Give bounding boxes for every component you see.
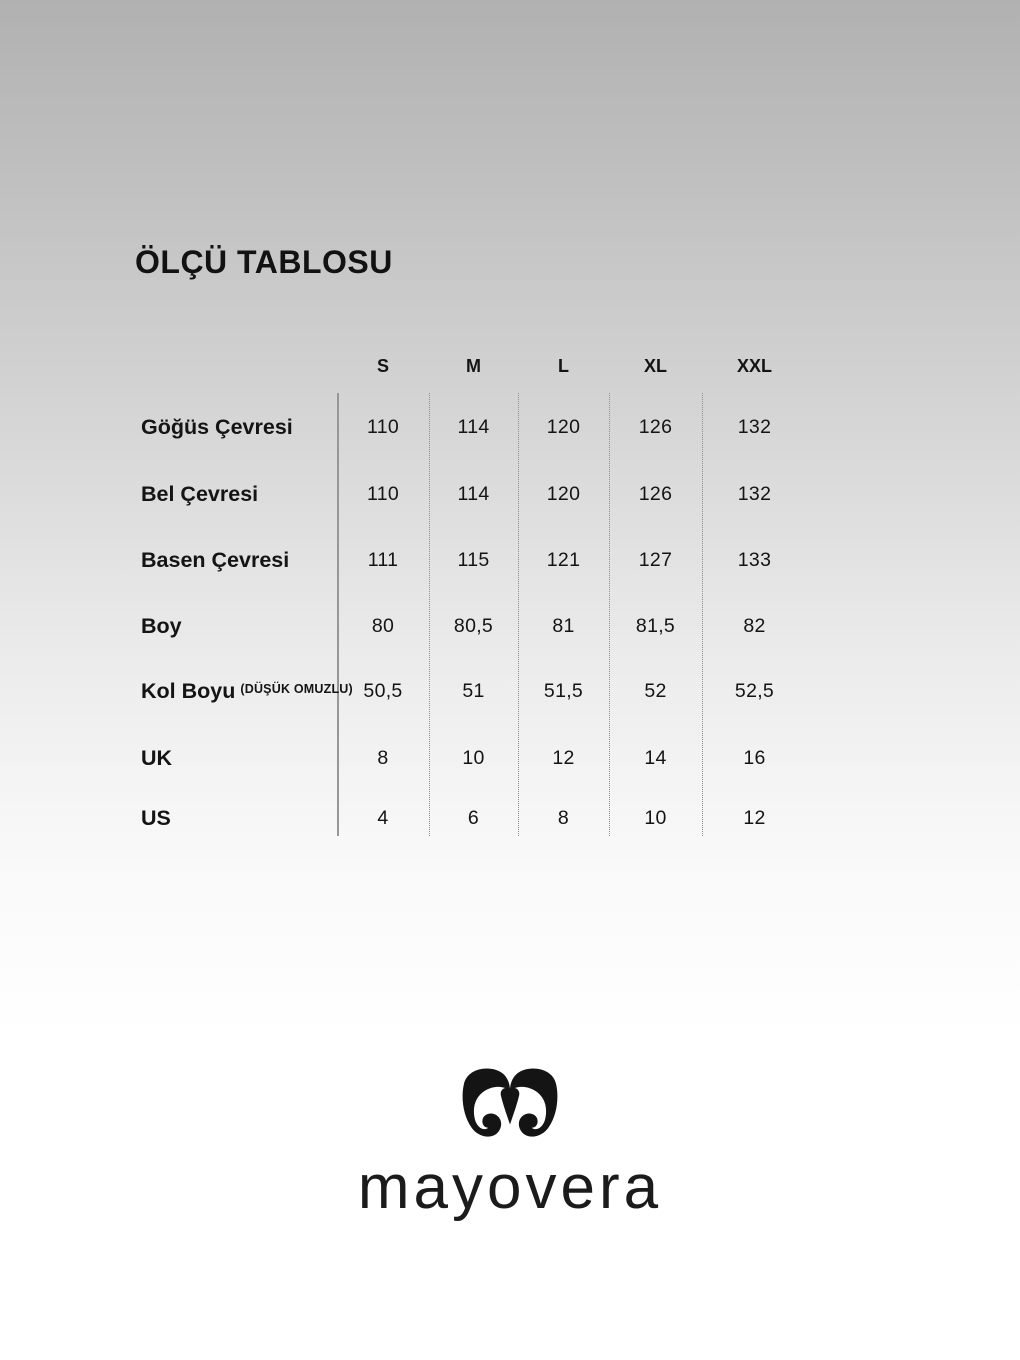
row-label-text: Basen Çevresi <box>141 547 290 572</box>
table-cell: 4 <box>377 806 389 829</box>
size-table <box>135 340 807 843</box>
row-label-text: UK <box>141 746 173 770</box>
table-cell: 82 <box>743 614 766 637</box>
table-cell: 80,5 <box>453 614 494 637</box>
brand-block <box>0 1066 1020 1223</box>
row-label <box>135 393 337 462</box>
table-cell: 8 <box>557 806 570 829</box>
table-cell: 126 <box>638 416 673 438</box>
row-label <box>135 658 353 724</box>
row-label <box>135 594 337 658</box>
table-cell: 120 <box>546 416 581 438</box>
table-cell: 12 <box>552 747 575 769</box>
table-cell: 80 <box>371 614 395 637</box>
row-label <box>135 793 337 843</box>
table-cell: 12 <box>743 806 766 829</box>
table-cell: 81 <box>552 614 575 637</box>
size-table-grid <box>135 340 807 843</box>
table-cell: 50,5 <box>363 679 403 702</box>
size-col-header: L <box>558 356 569 376</box>
table-cell: 121 <box>546 548 581 571</box>
row-label-text: Boy <box>141 613 182 638</box>
table-cell: 110 <box>367 416 399 438</box>
size-col-header: XL <box>643 356 667 376</box>
table-cell: 16 <box>743 747 766 769</box>
table-cell: 132 <box>737 482 772 505</box>
size-col-header: M <box>466 356 481 376</box>
size-col-header: S <box>376 356 389 376</box>
table-cell: 6 <box>467 806 480 829</box>
row-label-note: (DÜŞÜK OMUZLU) <box>240 682 353 696</box>
table-cell: 52 <box>644 679 667 702</box>
table-cell: 10 <box>462 747 485 769</box>
row-label <box>135 462 337 526</box>
row-label <box>135 526 337 594</box>
table-cell: 81,5 <box>635 614 676 637</box>
table-cell: 115 <box>457 548 490 571</box>
table-cell: 14 <box>644 747 667 769</box>
row-label-text: Göğüs Çevresi <box>141 415 293 439</box>
brand-wordmark: mayovera <box>357 1153 663 1222</box>
row-label-text: Kol Boyu <box>141 678 236 703</box>
row-label-text: US <box>141 805 171 830</box>
table-cell: 127 <box>638 548 673 571</box>
size-col-header: XXL <box>736 356 772 376</box>
table-cell: 51,5 <box>543 679 584 702</box>
table-cell: 133 <box>737 548 772 571</box>
table-cell: 52,5 <box>734 679 775 702</box>
row-label-text: Bel Çevresi <box>141 481 259 506</box>
table-cell: 10 <box>644 806 667 829</box>
page-title: ÖLÇÜ TABLOSU <box>135 244 393 280</box>
table-corner-cell <box>135 340 337 393</box>
table-cell: 114 <box>457 482 490 505</box>
table-cell: 110 <box>367 482 399 505</box>
table-cell: 114 <box>457 416 490 438</box>
row-label <box>135 724 337 793</box>
table-cell: 111 <box>367 548 399 571</box>
table-cell: 120 <box>546 482 581 505</box>
butterfly-m-logo-icon <box>457 1066 563 1146</box>
table-cell: 8 <box>377 747 389 769</box>
table-cell: 51 <box>462 679 485 702</box>
table-cell: 132 <box>737 416 772 438</box>
table-cell: 126 <box>638 482 673 505</box>
